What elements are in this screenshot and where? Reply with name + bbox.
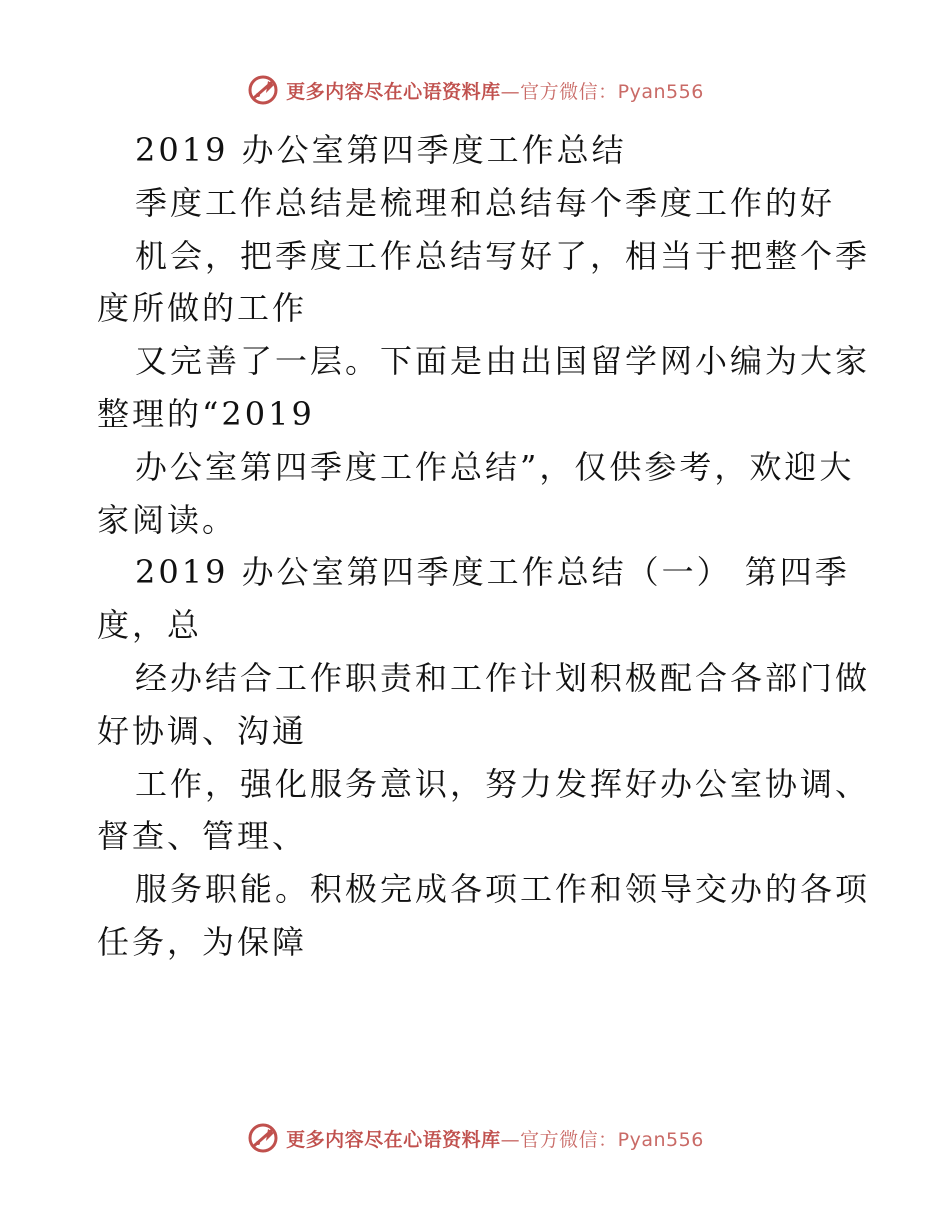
header-banner-lead: 更多内容尽在心语资料库 bbox=[286, 80, 501, 103]
footer-banner bbox=[0, 1118, 950, 1158]
header-banner-text bbox=[286, 77, 704, 104]
body-line: 家阅读。 bbox=[97, 500, 238, 539]
body-line: 2019 办公室第四季度工作总结 bbox=[135, 131, 627, 169]
body-line: 督查、管理、 bbox=[97, 817, 308, 856]
document-body bbox=[97, 124, 871, 969]
body-line: 2019 办公室第四季度工作总结（一） 第四季 bbox=[135, 553, 850, 592]
body-line: 整理的“2019 bbox=[97, 394, 315, 433]
body-line: 服务职能。积极完成各项工作和领导交办的各项 bbox=[135, 870, 871, 909]
footer-banner-wechat: —官方微信：Pyan556 bbox=[500, 1128, 704, 1151]
footer-banner-text bbox=[286, 1125, 704, 1152]
body-line: 又完善了一层。下面是由出国留学网小编为大家 bbox=[135, 342, 871, 381]
body-line: 工作，强化服务意识，努力发挥好办公室协调、 bbox=[135, 764, 871, 803]
body-line: 任务，为保障 bbox=[97, 922, 308, 961]
header-banner bbox=[0, 70, 950, 110]
body-line: 好协调、沟通 bbox=[97, 711, 308, 750]
body-line: 经办结合工作职责和工作计划积极配合各部门做 bbox=[135, 658, 871, 697]
footer-banner-lead: 更多内容尽在心语资料库 bbox=[286, 1128, 501, 1151]
body-line: 季度工作总结是梳理和总结每个季度工作的好 bbox=[135, 183, 836, 222]
brand-logo-icon bbox=[246, 1121, 280, 1155]
body-line: 机会，把季度工作总结写好了，相当于把整个季 bbox=[135, 236, 871, 275]
header-banner-wechat: —官方微信：Pyan556 bbox=[500, 80, 704, 103]
brand-logo-icon bbox=[246, 73, 280, 107]
body-line: 度，总 bbox=[97, 606, 203, 645]
body-line: 度所做的工作 bbox=[97, 289, 308, 328]
body-line: 办公室第四季度工作总结”，仅供参考，欢迎大 bbox=[135, 447, 855, 486]
